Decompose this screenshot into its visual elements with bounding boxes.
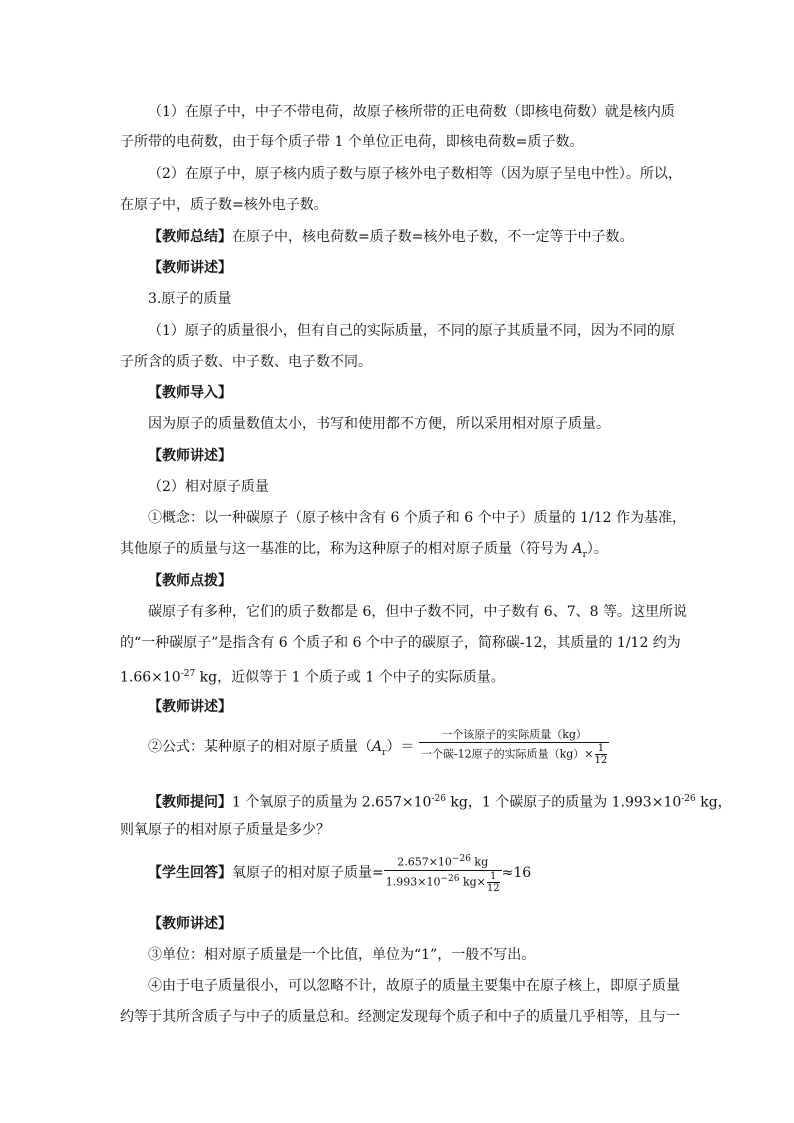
answer-den-value: 1.993×10	[385, 875, 441, 889]
one-twelfth	[487, 871, 500, 894]
lecture-tag: 【教师讲述】	[148, 260, 232, 276]
concept-text: 其他原子的质量与这一基准的比，称为这种原子的相对原子质量（符号为	[120, 541, 573, 557]
question-exponent: -26	[431, 794, 446, 804]
question-exponent: -26	[681, 794, 696, 804]
answer-num-unit: kg	[470, 855, 489, 869]
paragraph-line: （1）在原子中，中子不带电荷，故原子核所带的正电荷数（即核电荷数）就是核内质	[148, 104, 675, 120]
paragraph-line: 子所含的质子数、中子数、电子数不同。	[120, 354, 372, 370]
answer-den-unit: kg×	[459, 875, 486, 889]
answer-result: ≈16	[501, 864, 532, 881]
formula-denominator	[419, 742, 609, 766]
formula-symbol-r: r	[382, 747, 387, 758]
symbol-r: r	[582, 549, 587, 560]
formula-equals: ）＝	[386, 739, 415, 755]
summary-text: 在原子中，核电荷数=质子数=核外电子数，不一定等于中子数。	[232, 229, 634, 245]
question-line: 则氧原子的相对原子质量是多少？	[120, 822, 330, 838]
question-tag: 【教师提问】	[148, 794, 232, 811]
answer-label: 氧原子的相对原子质量=	[232, 864, 384, 881]
answer-den-exponent: −26	[440, 873, 460, 884]
hint-text: kg，近似等于 1 个质子或 1 个中子的实际质量。	[195, 669, 505, 686]
twelve: 12	[594, 755, 608, 766]
hint-line	[120, 664, 505, 688]
paragraph-line: （2）在原子中，原子核内质子数与原子核外电子数相等（因为原子呈电中性）。所以，	[148, 166, 682, 182]
answer-numerator	[395, 852, 490, 870]
paragraph-line: （1）原子的质量很小，但有自己的实际质量，不同的原子其质量不同，因为不同的原	[148, 323, 675, 339]
question-text: kg，1 个碳原子的质量为 1.993×10	[445, 794, 682, 811]
answer-fraction	[384, 852, 502, 894]
one: 1	[490, 870, 497, 882]
lecture-tag: 【教师讲述】	[148, 916, 232, 932]
unit-line: ③单位：相对原子质量是一个比值，单位为“1”，一般不写出。	[148, 947, 536, 963]
question-text: 1 个氧原子的质量为 2.657×10	[232, 794, 432, 811]
hint-tag: 【教师点拨】	[148, 573, 232, 589]
paragraph-line: 在原子中，质子数=核外电子数。	[120, 197, 328, 213]
subsection-heading: （2）相对原子质量	[148, 479, 269, 495]
one-twelfth	[595, 743, 608, 766]
question-text: kg，	[695, 794, 732, 811]
formula-denominator-text: 一个碳-12原子的实际质量（kg）×	[420, 747, 594, 761]
intro-tag: 【教师导入】	[148, 385, 232, 401]
hint-exponent: -27	[180, 669, 196, 679]
concept-line	[120, 539, 608, 565]
hint-line: 的“一种碳原子”是指含有 6 个质子和 6 个中子的碳原子，简称碳-12，其质量的 1/12 约为	[120, 635, 681, 651]
paragraph-line: ④由于电子质量很小，可以忽略不计，故原子的质量主要集中在原子核上，即原子质量	[148, 978, 680, 994]
summary-tag: 【教师总结】	[148, 229, 232, 245]
answer-num-exponent: −26	[451, 854, 471, 864]
formula-numerator: 一个该原子的实际质量（kg）	[441, 728, 587, 741]
lecture-tag: 【教师讲述】	[148, 699, 232, 715]
answer-denominator	[384, 870, 502, 894]
question-line	[148, 789, 732, 813]
hint-number: 1.66×10	[120, 669, 181, 686]
twelve: 12	[486, 882, 500, 894]
formula-symbol-a: A	[372, 739, 383, 755]
formula-fraction	[419, 728, 609, 766]
answer-num-value: 2.657×10	[397, 855, 452, 869]
hint-line: 碳原子有多种，它们的质子数都是 6，但中子数不同，中子数有 6、7、8 等。这里所说	[148, 604, 687, 620]
symbol-a: A	[572, 541, 583, 557]
section-heading: 3.原子的质量	[148, 291, 232, 307]
answer-line	[148, 852, 531, 894]
summary-line	[148, 227, 633, 247]
one: 1	[597, 743, 605, 754]
answer-tag: 【学生回答】	[148, 864, 232, 881]
paragraph-line: 约等于其所含质子与中子的质量总和。经测定发现每个质子和中子的质量几乎相等，且与一	[120, 1009, 680, 1025]
lecture-tag: 【教师讲述】	[148, 448, 232, 464]
formula-line	[148, 728, 609, 771]
formula-label: ②公式：某种原子的相对原子质量（	[148, 739, 372, 755]
concept-line: ①概念：以一种碳原子（原子核中含有 6 个质子和 6 个中子）质量的 1/12 作为基准，	[148, 510, 686, 526]
paragraph-line: 子所带的电荷数，由于每个质子带 1 个单位正电荷，即核电荷数=质子数。	[120, 134, 584, 150]
concept-text-end: ）。	[586, 541, 608, 557]
intro-text: 因为原子的质量数值太小，书写和使用都不方便，所以采用相对原子质量。	[148, 416, 610, 432]
